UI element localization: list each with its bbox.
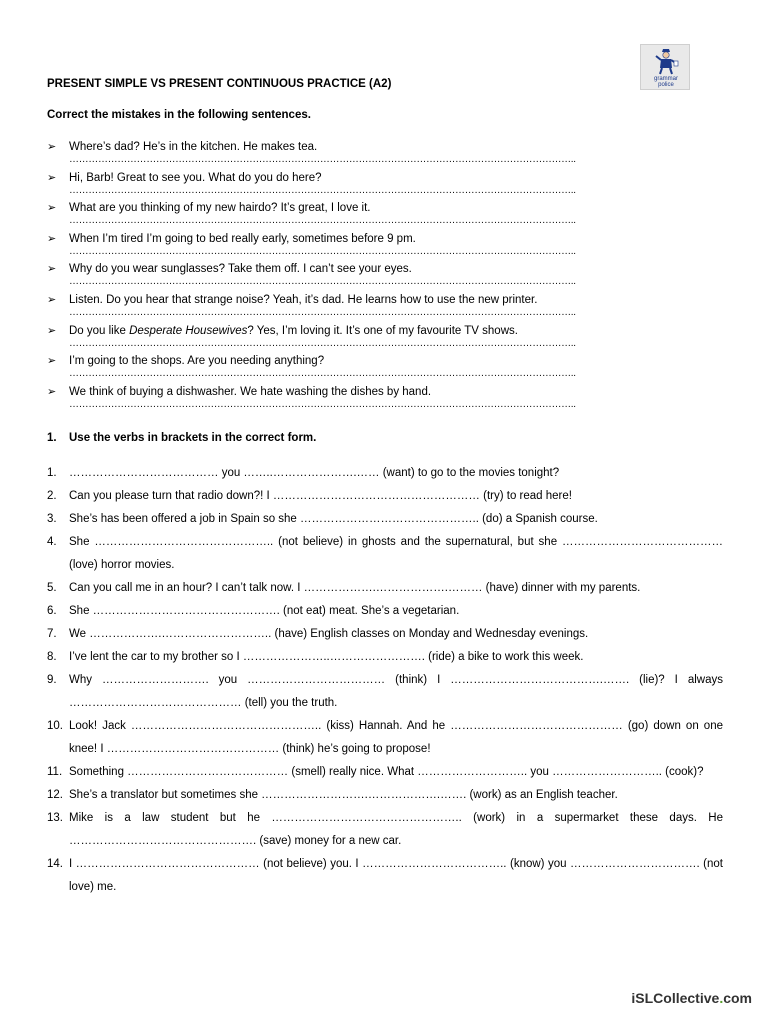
- list-item: [47, 485, 723, 508]
- item-text: Look! Jack ………………………………………….. (kiss) Hannah. And he ……………………………………… (go) down on one knee! I ……………………………………… (think) he’s going to propose!: [69, 720, 723, 755]
- arrow-bullet-icon: ➢: [47, 293, 57, 306]
- item-number: 3.: [47, 513, 57, 525]
- exercise2-number: 1.: [47, 432, 57, 444]
- item-number: 5.: [47, 582, 57, 594]
- sentence-part: ? Yes, I’m loving it. It’s one of my favourite TV shows.: [247, 324, 518, 337]
- item-number: 14.: [47, 858, 63, 870]
- arrow-bullet-icon: ➢: [47, 355, 57, 368]
- arrow-bullet-icon: ➢: [47, 263, 57, 276]
- sentence: Hi, Barb! Great to see you. What do you do here?: [69, 171, 322, 184]
- item-text: She …………………………………………. (not eat) meat. She’s a vegetarian.: [69, 605, 460, 617]
- item-number: 9.: [47, 674, 57, 686]
- sentence-part: Do you like: [69, 324, 130, 337]
- exercise1-list: [47, 140, 687, 415]
- list-item: [47, 853, 723, 899]
- list-item: [47, 761, 723, 784]
- item-number: 4.: [47, 536, 57, 548]
- item-text: I’ve lent the car to my brother so I …………………..……………………. (ride) a bike to work this week.: [69, 651, 584, 663]
- list-item: [47, 531, 723, 577]
- logo-text-line1: grammar: [653, 76, 678, 82]
- sentence: Why do you wear sunglasses? Take them off. I can’t see your eyes.: [69, 263, 412, 276]
- item-number: 1.: [47, 467, 57, 479]
- arrow-bullet-icon: ➢: [47, 232, 57, 245]
- brand-dot: .: [719, 990, 724, 1006]
- list-item: [47, 462, 723, 485]
- sentence: We think of buying a dishwasher. We hate washing the dishes by hand.: [69, 385, 432, 398]
- answer-line[interactable]: …………………………………………………………………………………………………………………………………………..: [69, 337, 576, 349]
- worksheet-title: PRESENT SIMPLE VS PRESENT CONTINUOUS PRACTICE (A2): [47, 78, 392, 90]
- list-item: [47, 140, 687, 171]
- item-number: 10.: [47, 720, 63, 732]
- answer-line[interactable]: …………………………………………………………………………………………………………………………………………..: [69, 306, 576, 318]
- arrow-bullet-icon: ➢: [47, 324, 57, 337]
- grammar-police-logo: [640, 44, 690, 90]
- item-number: 6.: [47, 605, 57, 617]
- item-number: 7.: [47, 628, 57, 640]
- answer-line[interactable]: …………………………………………………………………………………………………………………………………………..: [69, 398, 576, 410]
- item-text: Something …………………………………… (smell) really nice. What ……………………….. you ……………………….. (cook)?: [69, 766, 704, 778]
- item-text: Can you call me in an hour? I can’t talk now. I ……………….……………….……… (have) dinner with my parents.: [69, 582, 641, 594]
- logo-text-line2: police: [658, 82, 674, 88]
- list-item: [47, 646, 723, 669]
- brand-name: iSLCollective: [631, 990, 720, 1006]
- exercise2-list: [47, 462, 723, 899]
- list-item: [47, 293, 687, 324]
- item-number: 2.: [47, 490, 57, 502]
- answer-line[interactable]: …………………………………………………………………………………………………………………………………………..: [69, 245, 576, 257]
- arrow-bullet-icon: ➢: [47, 171, 57, 184]
- sentence: [69, 324, 518, 338]
- sentence: What are you thinking of my new hairdo? It’s great, I love it.: [69, 202, 371, 215]
- list-item: [47, 600, 723, 623]
- sentence: Where’s dad? He’s in the kitchen. He makes tea.: [69, 141, 318, 153]
- list-item: [47, 201, 687, 232]
- police-figure-icon: [651, 46, 681, 76]
- answer-line[interactable]: …………………………………………………………………………………………………………………………………………..: [69, 276, 576, 288]
- item-text: Why ………………………. you ……………………………… (think) I ………………………………….……. (lie)? I always ……………………………………… (tell) you the truth.: [69, 674, 723, 709]
- exercise2-instruction: Use the verbs in brackets in the correct form.: [69, 432, 317, 444]
- arrow-bullet-icon: ➢: [47, 141, 57, 153]
- list-item: [47, 669, 723, 715]
- item-number: 12.: [47, 789, 63, 801]
- list-item: [47, 577, 723, 600]
- answer-line[interactable]: …………………………………………………………………………………………………………………………………………..: [69, 154, 576, 165]
- item-text: Can you please turn that radio down?! I ……………………………………………… (try) to read here!: [69, 490, 572, 502]
- list-item: [47, 354, 687, 385]
- exercise2-heading: [47, 432, 316, 444]
- show-title: Desperate Housewives: [129, 324, 248, 337]
- item-text: We ……………….……………………….. (have) English classes on Monday and Wednesday evenings.: [69, 628, 589, 640]
- list-item: [47, 385, 687, 416]
- list-item: [47, 508, 723, 531]
- islcollective-watermark: [631, 990, 752, 1006]
- item-number: 13.: [47, 812, 63, 824]
- sentence: When I’m tired I’m going to bed really early, sometimes before 9 pm.: [69, 232, 416, 245]
- list-item: [47, 623, 723, 646]
- sentence: Listen. Do you hear that strange noise? Yeah, it’s dad. He learns how to use the new printer.: [69, 293, 538, 306]
- list-item: [47, 784, 723, 807]
- arrow-bullet-icon: ➢: [47, 385, 57, 398]
- item-text: I ………………………………………… (not believe) you. I ……………………………….. (know) you ……………………………. (not love) me.: [69, 858, 723, 893]
- sentence: I’m going to the shops. Are you needing anything?: [69, 355, 325, 368]
- exercise1-instruction: Correct the mistakes in the following sentences.: [47, 109, 311, 121]
- answer-line[interactable]: …………………………………………………………………………………………………………………………………………..: [69, 184, 576, 196]
- list-item: [47, 715, 723, 761]
- list-item: [47, 171, 687, 202]
- answer-line[interactable]: …………………………………………………………………………………………………………………………………………..: [69, 368, 576, 380]
- list-item: [47, 262, 687, 293]
- list-item: [47, 807, 723, 853]
- item-text: She ……………………………………….. (not believe) in ghosts and the supernatural, but she …………………………………… (love) horror movies.: [69, 536, 723, 571]
- item-text: She’s has been offered a job in Spain so she ……………………………………….. (do) a Spanish course.: [69, 513, 598, 525]
- list-item: [47, 324, 687, 355]
- answer-line[interactable]: …………………………………………………………………………………………………………………………………………..: [69, 215, 576, 227]
- item-number: 8.: [47, 651, 57, 663]
- item-text: Mike is a law student but he ………………………………………….. (work) in a supermarket these days. He …………………………………………. (save) money for a new car.: [69, 812, 723, 847]
- item-number: 11.: [47, 766, 63, 778]
- item-text: She’s a translator but sometimes she ……………………….……………….……. (work) as an English teacher.: [69, 789, 618, 801]
- item-text: ………………………………… you ……..………………….…… (want) to go to the movies tonight?: [69, 467, 560, 479]
- arrow-bullet-icon: ➢: [47, 202, 57, 215]
- brand-tld: com: [723, 990, 752, 1006]
- list-item: [47, 232, 687, 263]
